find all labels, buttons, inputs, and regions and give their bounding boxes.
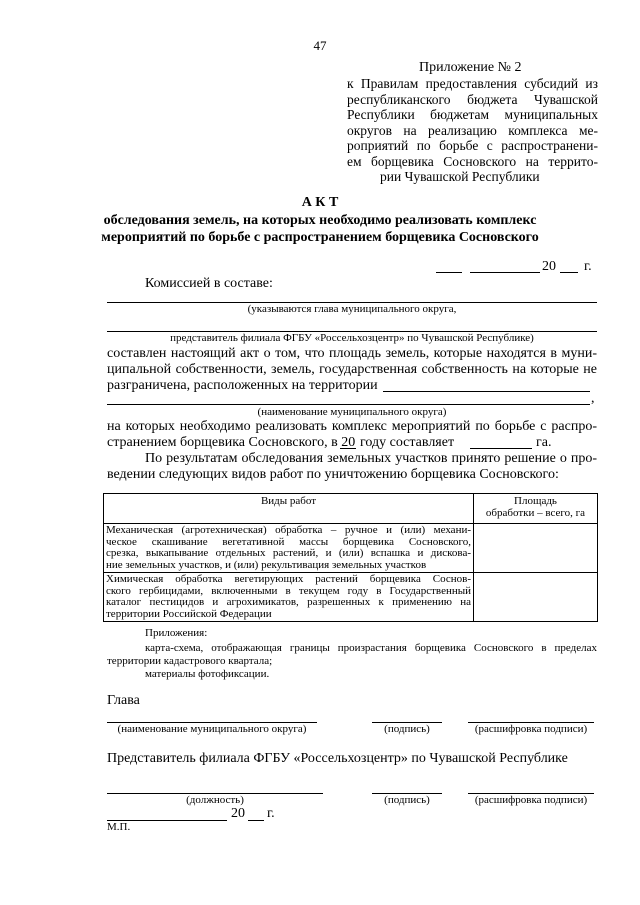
head-label: Глава xyxy=(107,693,140,708)
cell-line: ского гербицидами, включенными в текущем году в Государственный xyxy=(106,584,471,597)
attachments-label: Приложения: xyxy=(145,627,208,639)
para1-line5b: году составляет xyxy=(360,435,455,450)
appendix-line: Республики бюджетам муниципальных xyxy=(347,107,598,122)
date-month-blank xyxy=(470,272,540,273)
date-year-blank xyxy=(560,272,578,273)
table-cell-area[interactable] xyxy=(474,524,598,573)
appendix-line: роприятий по борьбе с распространени- xyxy=(347,138,598,153)
head-caption-name: (наименование муниципального округа) xyxy=(117,723,307,735)
cell-line: каталог пестицидов и агрохимикатов, разрешенных к применению на xyxy=(106,596,471,608)
para1-line5a: странением борщевика Сосновского, в 20 xyxy=(107,435,356,450)
table-row xyxy=(104,573,598,622)
date-day-blank xyxy=(436,272,462,273)
appendix-line: к Правилам предоставления субсидий из xyxy=(347,76,598,91)
table-header-area xyxy=(474,494,598,524)
territory-blank-2 xyxy=(107,404,590,405)
commission-label: Комиссией в составе: xyxy=(145,276,273,291)
date-year-prefix: 20 xyxy=(542,259,556,274)
municipality-caption: (наименование муниципального округа) xyxy=(257,406,447,418)
page-number: 47 xyxy=(313,38,327,53)
date-suffix: г. xyxy=(584,259,592,274)
table-header-works-label: Виды работ xyxy=(260,495,317,507)
rep-caption-signature: (подпись) xyxy=(384,794,430,806)
attachment-2: материалы фотофиксации. xyxy=(145,668,270,680)
para1-comma: , xyxy=(591,391,595,406)
appendix-title: Приложение № 2 xyxy=(419,60,522,75)
table-cell-work xyxy=(104,573,474,622)
rep-caption-position: (должность) xyxy=(186,794,244,806)
cell-line: Химическая обработка вегетирующих растений борщевика Соснов- xyxy=(106,573,471,585)
appendix-line: ем борщевика Сосновского на террито- xyxy=(347,153,598,169)
table-cell-area[interactable] xyxy=(474,573,598,622)
cell-line: срезка, выкапывание отдельных растений, и (или) вспашка и дискова- xyxy=(106,547,471,559)
sign-date-suffix: г. xyxy=(267,806,275,821)
appendix-text xyxy=(347,76,598,185)
para2-line2: ведении следующих видов работ по уничтожению борщевика Сосновского: xyxy=(107,467,559,482)
appendix-line: рии Чувашской Республики xyxy=(380,169,540,184)
para1-line2: ципальной собственности, земель, государственная собственность на которые не xyxy=(107,362,597,377)
para1-line1: составлен настоящий акт о том, что площадь земель, которые находятся в муни- xyxy=(107,346,597,361)
head-caption-signature: (подпись) xyxy=(384,723,430,735)
appendix-line: республиканского бюджета Чувашской xyxy=(347,91,598,107)
cell-line: ние земельных участков, и (или) рекультивация земельных участков xyxy=(106,558,427,571)
table-header-area-l1: Площадь xyxy=(514,495,557,507)
works-table xyxy=(103,493,598,622)
table-header-works xyxy=(104,494,474,524)
area-blank xyxy=(470,448,532,449)
cell-line: территории Российской Федерации xyxy=(106,607,272,620)
table-header-area-l2: обработки – всего, га xyxy=(485,506,586,519)
sign-date-year: 20 xyxy=(231,806,245,821)
sign-year-blank xyxy=(248,820,264,821)
para1-line5c: га. xyxy=(536,435,552,450)
rep-caption-decoding: (расшифровка подписи) xyxy=(474,794,588,806)
para1-line3: разграничена, расположенных на территории xyxy=(107,378,378,393)
territory-blank xyxy=(383,391,590,392)
appendix-line: округов на реализацию комплекса ме- xyxy=(347,122,598,138)
act-subtitle-line2: мероприятий по борьбе с распространением борщевика Сосновского xyxy=(101,230,539,245)
para2-line1: По результатам обследования земельных участков принято решение о про- xyxy=(145,451,597,466)
commission-caption-1: (указываются глава муниципального округа, xyxy=(247,303,457,315)
year-blank xyxy=(340,448,356,449)
stamp-place: М.П. xyxy=(107,821,131,833)
act-heading: А К Т xyxy=(301,195,339,210)
cell-line: Механическая (агротехническая) обработка – ручное и (или) механи- xyxy=(106,524,471,536)
attachment-1-line1: карта-схема, отображающая границы произрастания борщевика Сосновского в пределах xyxy=(145,642,597,654)
act-subtitle-line1: обследования земель, на которых необходимо реализовать комплекс xyxy=(103,213,537,228)
cell-line: ческое скашивание вегетативной массы борщевика Сосновского, xyxy=(106,535,471,548)
representative-label: Представитель филиала ФГБУ «Россельхозцентр» по Чувашской Республике xyxy=(107,751,568,766)
table-row xyxy=(104,524,598,573)
para1-line4: на которых необходимо реализовать комплекс мероприятий по борьбе с распро- xyxy=(107,419,597,434)
commission-caption-2: представитель филиала ФГБУ «Россельхозцентр» по Чувашской Республике) xyxy=(170,332,534,344)
head-caption-decoding: (расшифровка подписи) xyxy=(474,723,588,735)
table-cell-work xyxy=(104,524,474,573)
attachment-1-line2: территории кадастрового квартала; xyxy=(107,655,273,667)
